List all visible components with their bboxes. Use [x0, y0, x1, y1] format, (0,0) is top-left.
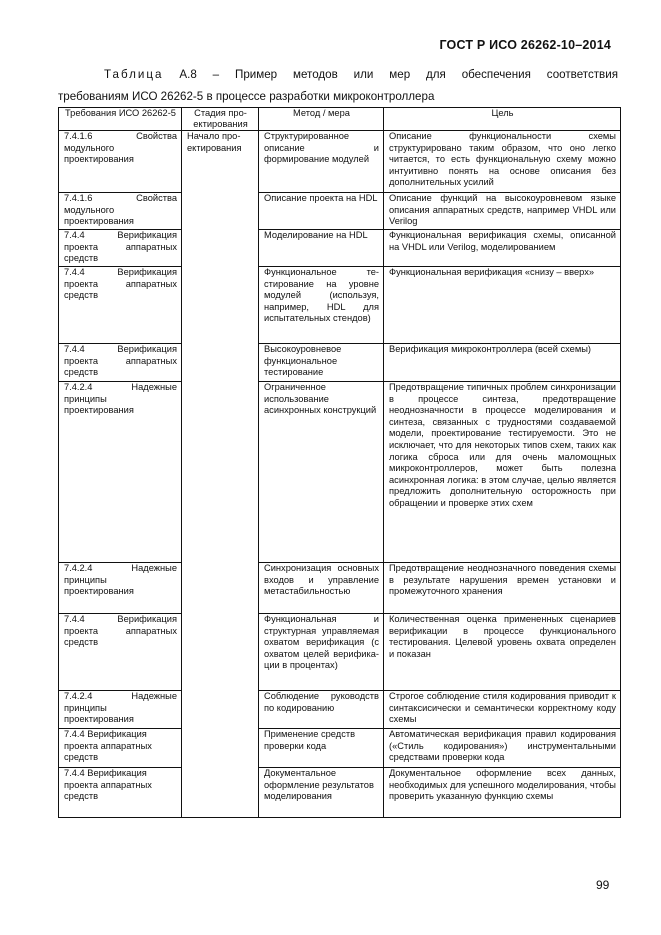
method-cell: Структурированное описание и формирование модулей [259, 131, 384, 193]
goal-cell: Строгое соблюдение стиля кодирования приводит к синтаксисически и семантически корректному коду схемы [384, 691, 621, 729]
stage-cell [182, 230, 259, 267]
requirement-cell: 7.4.1.6 Свойства модульного проектирования [59, 193, 182, 230]
caption-title-part2: требованиям ИСО 26262-5 в процессе разработки микроконтроллера [58, 90, 435, 103]
column-header-method: Метод / мера [259, 108, 384, 131]
requirement-cell: 7.4.4 Верификация проекта аппаратных средств [59, 614, 182, 691]
method-cell: Функциональная и структурная управляемая охватом верификация (с охватом целей верификации в процентах) [259, 614, 384, 691]
goal-cell: Документальное оформление всех данных, необходимых для успешного моделирования, чтобы проверить указанную функцию схемы [384, 768, 621, 818]
goal-cell: Верификация микроконтроллера (всей схемы) [384, 344, 621, 382]
goal-cell: Автоматическая верификация правил кодирования («Стиль кодирования») инструментальными средствами проверки кода [384, 729, 621, 768]
goal-cell: Описание функциональности схемы структурировано таким образом, что оно легко читается, то есть функциональную схему можно интуитивно понять на основе описания без дополнительных усилий [384, 131, 621, 193]
goal-cell: Количественная оценка примененных сценариев верификации в процессе функционального тестирования. Целевой уровень охвата определен и показан [384, 614, 621, 691]
method-cell: Синхронизация основных входов и управление метастабильностью [259, 563, 384, 614]
stage-cell [182, 382, 259, 563]
method-cell: Высокоуровневое функциональное тестирование [259, 344, 384, 382]
caption-line-1 [58, 64, 618, 86]
requirement-cell: 7.4.4 Верификация проекта аппаратных средств [59, 768, 182, 818]
column-header-stage: Стадия проектирования [182, 108, 259, 131]
table-row [59, 691, 621, 729]
stage-cell [182, 344, 259, 382]
stage-cell [182, 193, 259, 230]
goal-cell: Описание функций на высокоуровневом языке описания аппаратных средств, например VHDL или Verilog [384, 193, 621, 230]
table-row [59, 563, 621, 614]
table-row [59, 768, 621, 818]
stage-cell [182, 267, 259, 344]
requirement-cell: 7.4.4 Верификация проекта аппаратных средств [59, 230, 182, 267]
requirement-cell: 7.4.1.6 Свойства модульного проектирования [59, 131, 182, 193]
requirement-cell: 7.4.4 Верификация проекта аппаратных средств [59, 729, 182, 768]
stage-cell [182, 768, 259, 818]
method-cell: Описание проекта на HDL [259, 193, 384, 230]
requirement-cell: 7.4.2.4 Надежные принципы проектирования [59, 382, 182, 563]
requirement-cell: 7.4.4 Верификация проекта аппаратных средств [59, 344, 182, 382]
methods-table [58, 107, 621, 818]
method-cell: Функциональное тестирование на уровне модулей (используя, например, HDL для испытательных стендов) [259, 267, 384, 344]
requirement-cell: 7.4.2.4 Надежные принципы проектирования [59, 691, 182, 729]
standard-designation: ГОСТ Р ИСО 26262-10–2014 [439, 38, 611, 52]
table-header-row [59, 108, 621, 131]
caption-label: Таблица [104, 68, 164, 81]
stage-cell: Начало проектирования [182, 131, 259, 193]
table-row [59, 131, 621, 193]
table-row [59, 193, 621, 230]
stage-cell [182, 729, 259, 768]
caption-number: А.8 [179, 68, 197, 81]
goal-cell: Функциональная верификация схемы, описанной на VHDL или Verilog, моделированием [384, 230, 621, 267]
table-row [59, 729, 621, 768]
caption-title-part1: – Пример методов или мер для обеспечения соответствия [212, 68, 618, 81]
requirement-cell: 7.4.4 Верификация проекта аппаратных средств [59, 267, 182, 344]
column-header-requirements: Требования ИСО 26262-5 [59, 108, 182, 131]
stage-cell [182, 614, 259, 691]
stage-cell [182, 563, 259, 614]
goal-cell: Предотвращение типичных проблем синхронизации в процессе синтеза, предотвращение неоднозначности в процессе моделирования и синтеза, связанных с трудностями создаваемой модели, проектирование тестируемости. Это не исключает, что для некоторых типов схем, таких как логика сброса или для очень маломощных микроконтроллеров, может быть полезна асинхронная логика: в этом случае, целью является предложить дополнительную осторожность при обращении и проверке этих схем [384, 382, 621, 563]
table-row [59, 382, 621, 563]
stage-cell [182, 691, 259, 729]
requirement-cell: 7.4.2.4 Надежные принципы проектирования [59, 563, 182, 614]
table-row [59, 614, 621, 691]
method-cell: Документальное оформление результатов моделирования [259, 768, 384, 818]
table-row [59, 230, 621, 267]
method-cell: Применение средств проверки кода [259, 729, 384, 768]
method-cell: Соблюдение руководств по кодированию [259, 691, 384, 729]
method-cell: Моделирование на HDL [259, 230, 384, 267]
table-row [59, 344, 621, 382]
method-cell: Ограниченное использование асинхронных конструкций [259, 382, 384, 563]
goal-cell: Функциональная верификация «снизу – вверх» [384, 267, 621, 344]
table-row [59, 267, 621, 344]
table-caption [58, 64, 618, 108]
page-number: 99 [596, 878, 610, 892]
goal-cell: Предотвращение неоднозначного поведения схемы в результате нарушения времен установки и промежуточного хранения [384, 563, 621, 614]
column-header-goal: Цель [384, 108, 621, 131]
